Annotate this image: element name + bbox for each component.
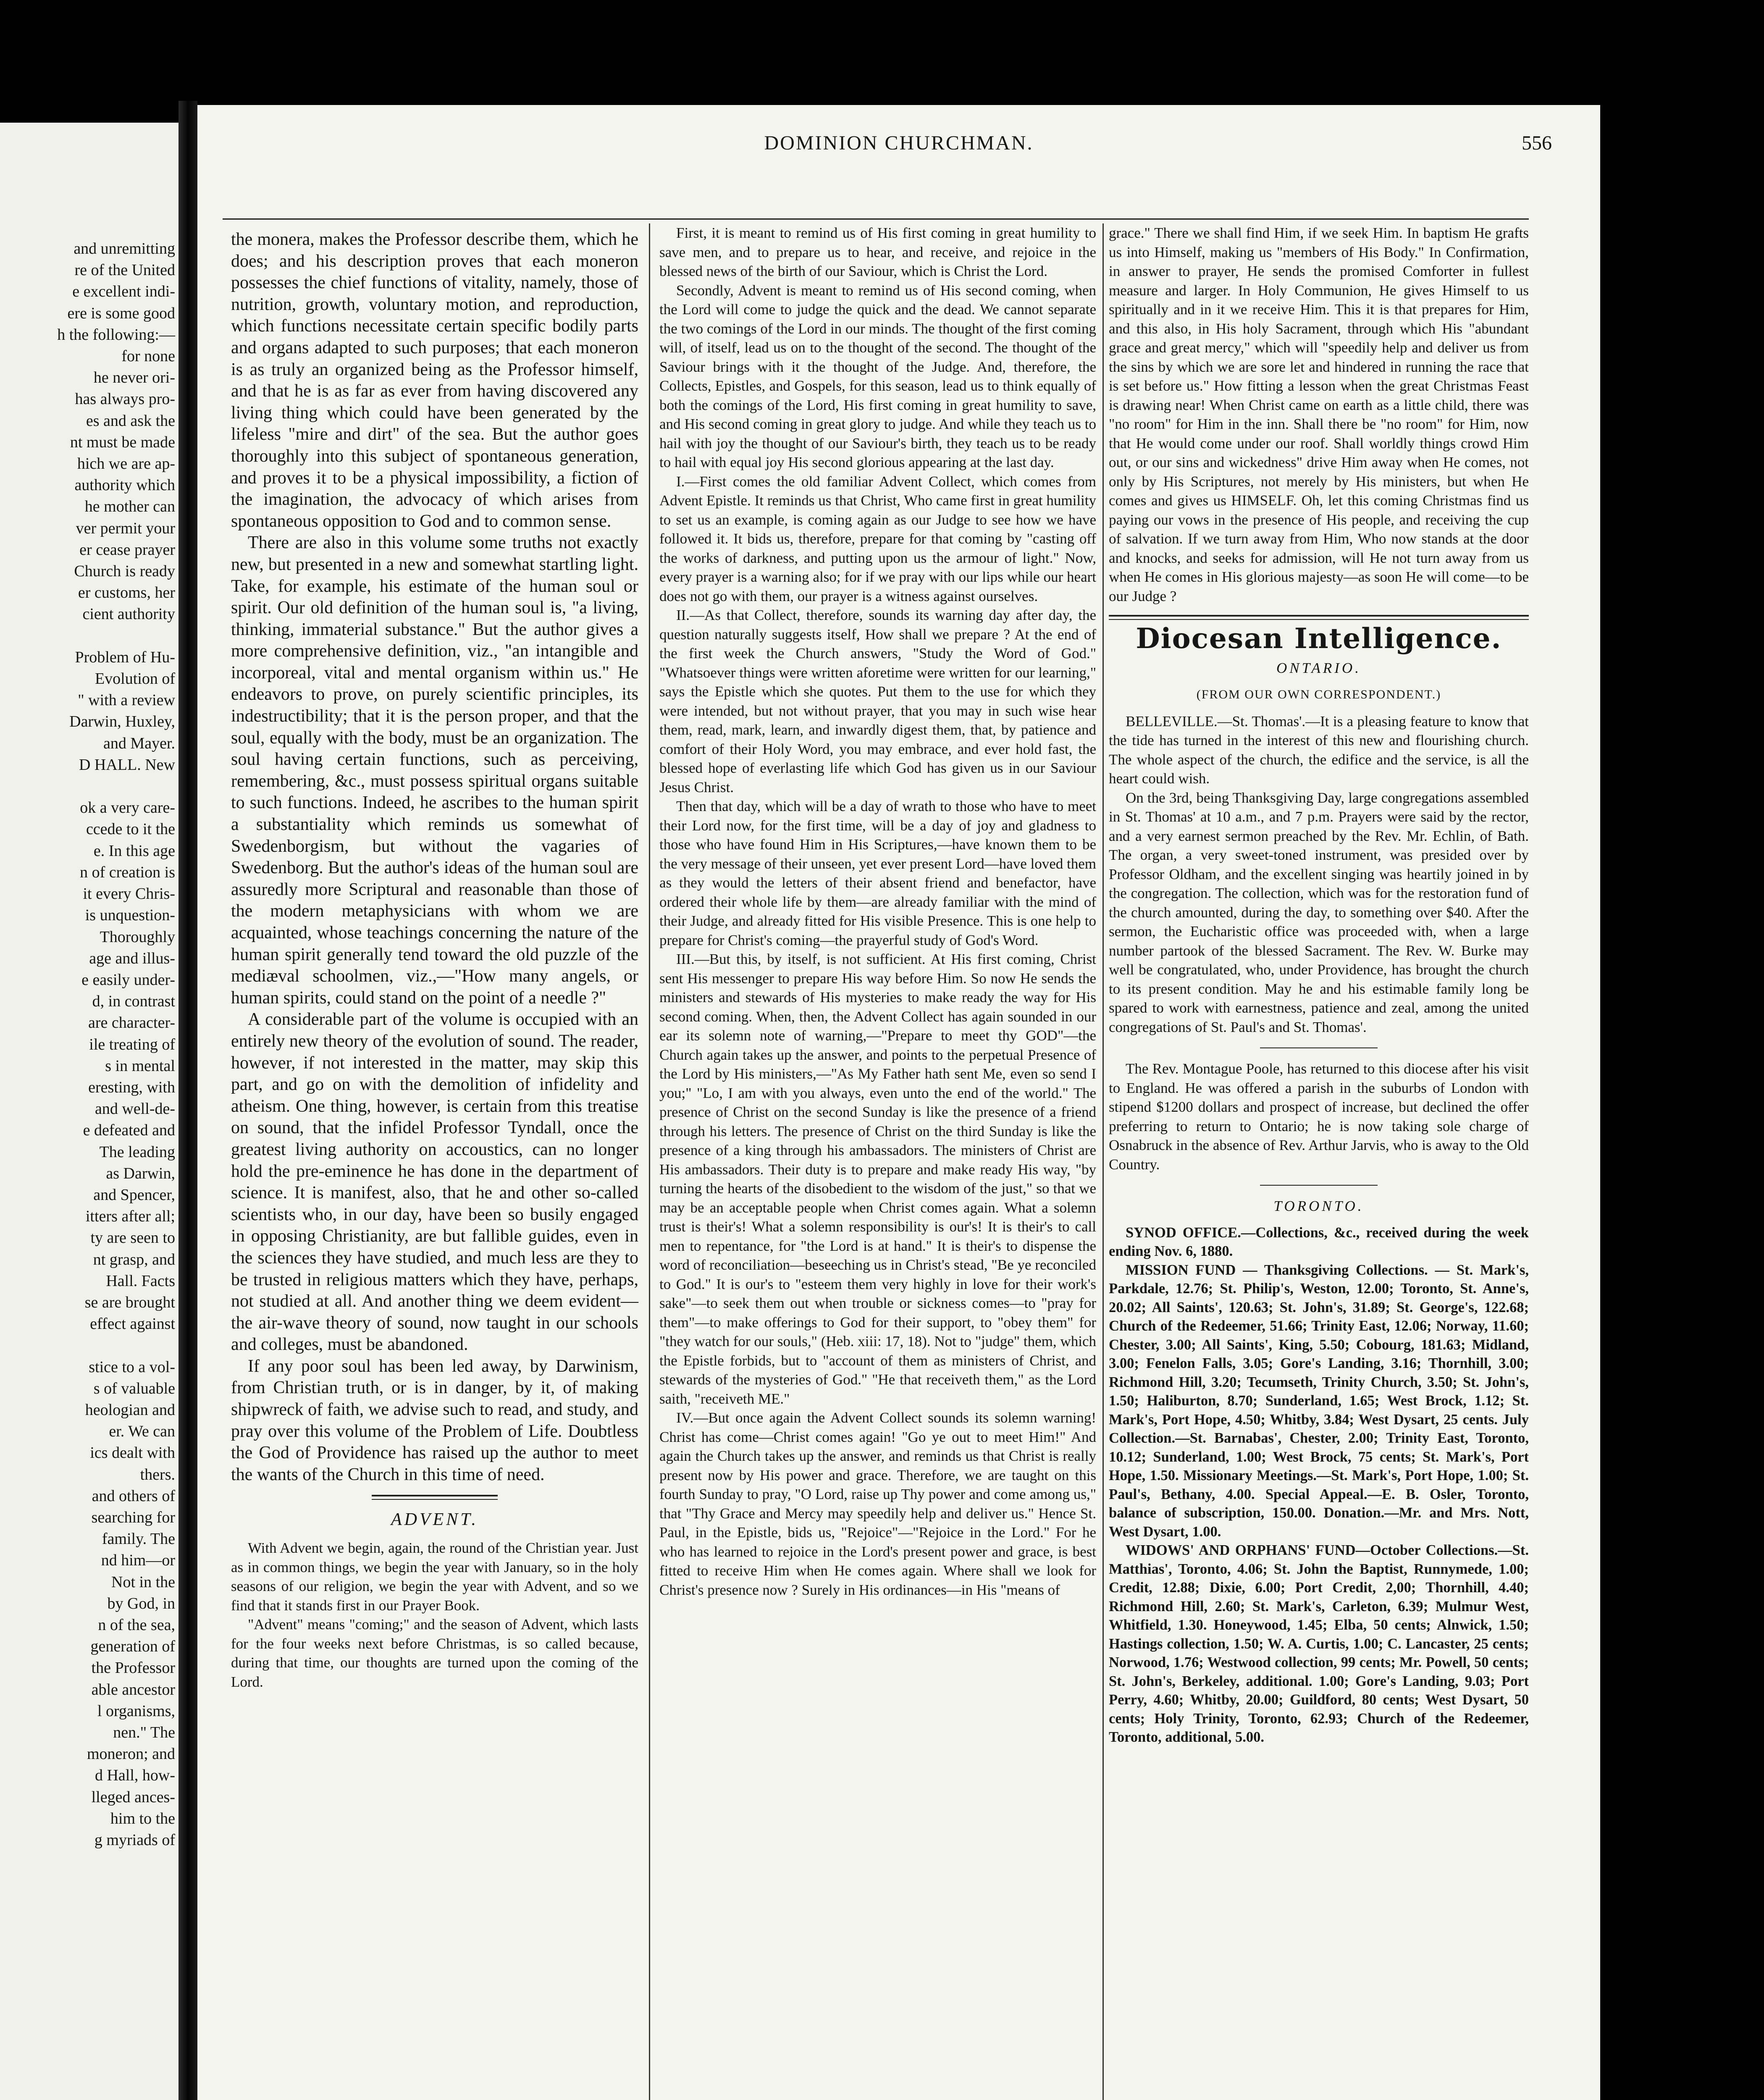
fragment-line: ics dealt with: [90, 1444, 175, 1462]
diocesan-heading: Diocesan Intelligence.: [1136, 622, 1502, 655]
paragraph: Secondly, Advent is meant to remind us of His second coming, when the Lord will come to judge the quick and the dead. We cannot separate the two comings of the Lord in our minds. The thought of the first coming will, of itself, lead us on to the thought of the second. The thought of the Saviour brings with it the thought of the Judge. And, therefore, the Collects, Epistles, and Gospels, for this season, lead us to think equally of both the comings of the Lord, His first coming in great humility to save, and His second coming in great glory to judge. And while they teach us to hail with joy the thought of our Saviour's birth, they teach us to be ready to hail with equal joy His second glorious appearing at the last day.: [659, 282, 1096, 470]
page-title: DOMINION CHURCHMAN.: [764, 132, 1034, 154]
fragment-line: is unquestion-: [85, 906, 175, 924]
fragment-line: effect against: [90, 1315, 175, 1333]
fragment-line: es and ask the: [86, 412, 175, 430]
fragment-line: authority which: [74, 476, 175, 494]
toronto-heading: TORONTO.: [1273, 1198, 1364, 1214]
fragment-line: ccede to it the: [86, 820, 175, 838]
fragment-line: e excellent indi-: [72, 283, 175, 301]
fragment-line: lleged ances-: [91, 1788, 175, 1806]
fragment-line: and unremitting: [74, 240, 175, 257]
fragment-line: age and illus-: [89, 949, 175, 967]
fragment-line: d, in contrast: [92, 992, 175, 1011]
fragment-line: and Mayer.: [103, 734, 175, 752]
fragment-line: ere is some good: [67, 304, 175, 322]
fragment-line: n of the sea,: [98, 1616, 175, 1634]
paragraph: II.—As that Collect, therefore, sounds its warning day after day, the question naturally suggests itself, How shall we prepare ? At the end of the first week the Church answers, "Study the Word of God." "Whatsoever things were written aforetime were written for our learning," says the Epistle which she quotes. Put them to the use for which they were intended, but not without prayer, that you may in such wise hear them, read, mark, learn, and inwardly digest them, that, by patience and comfort of their Holy Word, you may embrace, and ever hold fast, the blessed hope of everlasting life which God has given us in our Saviour Jesus Christ.: [659, 607, 1096, 795]
fragment-line: moneron; and: [87, 1745, 175, 1763]
fragment-line: n of creation is: [80, 863, 175, 881]
fragment-line: ok a very care-: [80, 799, 175, 817]
fragment-line: er. We can: [109, 1423, 175, 1441]
fragment-line: hich we are ap-: [77, 455, 175, 473]
fragment-line: nt grasp, and: [93, 1250, 175, 1268]
fragment-line: re of the United: [74, 261, 175, 279]
column-3: [1109, 223, 1529, 1747]
fragment-line: h the following:—: [57, 326, 175, 344]
fragment-line: itters after all;: [85, 1208, 175, 1226]
paragraph: BELLEVILLE.—St. Thomas'.—It is a pleasing feature to know that the tide has turned in the interest of this new and flourishing church. The whole aspect of the church, the edifice and the service, is all the heart could wish.: [1109, 713, 1529, 787]
fragment-line: cient authority: [82, 605, 175, 623]
fragment-line: nen." The: [113, 1724, 175, 1742]
fragment-line: e easily under-: [81, 971, 175, 989]
fragment-line: are character-: [88, 1014, 175, 1032]
paragraph: On the 3rd, being Thanksgiving Day, large congregations assembled in St. Thomas' at 10 a.m., and 7 p.m. Prayers were said by the rector, and a very earnest sermon preached by the Rev. Mr. Echlin, of Bath. The organ, a very sweet-toned instrument, was presided over by Professor Oldham, and the excellent singing was heartily joined in by the congregation. The collection, which was for the restoration fund of the church amounted, during the day, to something over $40. After the sermon, the Eucharistic office was proceeded with, when a large number partook of the blessed Sacrament. The Rev. W. Burke may well be congratulated, who, under Providence, has brought the church to its present condition. May he and his estimable family long be spared to work with earnestness, patience and zeal, among the united congregations of St. Paul's and St. Thomas'.: [1109, 789, 1529, 1035]
paragraph: Then that day, which will be a day of wrath to those who have to meet their Lord now, for the first time, will be a day of joy and gladness to those who have found Him in His Scriptures,—have known them to be the very message of their unseen, yet ever present Lord—have loved them as they would the letters of their absent friend and benefactor, have ordered their whole life by them—are already familiar with the mind of their Judge, and already fitted for His visible Presence. This is one help to prepare for Christ's coming—the prayerful study of God's Word.: [659, 798, 1096, 948]
fragment-line: s of valuable: [93, 1379, 175, 1397]
paragraph: the monera, makes the Professor describe them, which he does; and his description proves that each moneron possesses the chief functions of vitality, namely, those of nutrition, growth, voluntary motion, and reproduction, which functions necessitate certain specific bodily parts and organs adapted to such purposes; that each moneron is as truly an organized being as the Professor himself, and that he is as far as ever from having discovered any living thing which could have been generated by the lifeless "mire and dirt" of the sea. But the author goes thoroughly into this subject of spontaneous generation, and proves it to be a physical impossibility, a fiction of the imagination, the advocacy of which arises from spontaneous opposition to God and to common sense.: [231, 230, 638, 531]
fragment-line: nd him—or: [101, 1551, 175, 1570]
fragment-line: ile treating of: [89, 1035, 175, 1053]
paragraph: A considerable part of the volume is occupied with an entirely new theory of the evolution of sound. The reader, however, if not interested in the matter, may skip this part, and go on with the demolition of infidelity and atheism. One thing, however, is certain from this treatise on sound, that the infidel Professor Tyndall, once the greatest living authority on accoustics, can no longer hold the pre-eminence he has done in the department of science. It is manifest, also, that he and other so-called scientists who, in our day, have been so busily engaged in opposing Christianity, are but fallible guides, even in the sciences they have studied, and much less are they to be trusted in religious matters which they have, perhaps, not studied at all. And another thing we deem evident—the air-wave theory of sound, now taught in our schools and colleges, must be abandoned.: [231, 1010, 638, 1354]
page-number: 556: [1522, 132, 1552, 154]
toronto-collections: [1109, 1223, 1529, 1747]
fragment-line: generation of: [90, 1638, 175, 1656]
fragment-line: it every Chris-: [83, 885, 175, 903]
fragment-line: him to the: [110, 1809, 175, 1827]
newspaper-page: [197, 105, 1600, 2100]
paragraph: SYNOD OFFICE.—Collections, &c., received during the week ending Nov. 6, 1880.: [1109, 1224, 1529, 1259]
paragraph: III.—But this, by itself, is not sufficient. At His first coming, Christ sent His messenger to prepare His way before Him. So now He sends the ministers and stewards of His mysteries to make ready the way for His second coming. When, then, the Advent Collect has again sounded in our ear its solemn note of warning,—"Prepare to meet thy GOD"—the Church again takes up the answer, and points to the perpetual Presence of the Lord by His ministers,—"As My Father hath sent Me, even so send I you;" "Lo, I am with you always, even unto the end of the world." The presence of Christ on the second Sunday is like the presence of a friend through his letters. The presence of Christ on the third Sunday is like the presence of a king through his ambassadors. The ministers of Christ are His ambassadors. Their duty is to prepare and make ready His way, "by turning the hearts of the disobedient to the wisdom of the just," so that we may be an acceptable people when Christ comes again. What a solemn trust is their's! What a solemn responsibility is our's! It is their's to call men to repentance, for "the Lord is at hand." It is their's to dispense the word of reconciliation—beseeching us in Christ's stead, "Be ye reconciled to God." It is our's to "esteem them very highly in love for their work's sake"—to seek them out when trouble or sickness comes—to "pray for them"—to make offerings to God for their support, to "obey them" for "they watch for our souls," (Heb. xiii: 17, 18). Not to "judge" them, which the Epistle forbids, but to "account of them as ministers of Christ, and stewards of the mysteries of God." "He that receiveth them," as the Lord saith, "receiveth ME.": [659, 951, 1096, 1407]
fragment-line: Darwin, Huxley,: [69, 713, 175, 731]
fragment-line: for none: [121, 347, 175, 365]
fragment-line: The leading: [99, 1143, 175, 1161]
fragment-line: d Hall, how-: [94, 1767, 175, 1785]
fragment-line: by God, in: [107, 1594, 175, 1612]
fragment-line: Hall. Facts: [106, 1272, 175, 1290]
separator: [1260, 1047, 1378, 1048]
left-margin-text: [3, 238, 177, 1851]
paragraph: grace." There we shall find Him, if we seek Him. In baptism He grafts us into Himself, making us "members of His Body." In Confirmation, in answer to prayer, He sends the promised Comforter in fullest measure and larger. In Holy Communion, He gives Himself to us spiritually and in it we receive Him. This it is that prepares for Him, and this also, in His holy Sacrament, through which His "abundant grace and great mercy," which will "speedily help and deliver us from the sins by which we are sore let and hindered in running the race that is set before us." How fitting a lesson when the great Christmas Feast is drawing near! When Christ came on earth as a little child, there was "no room" for Him in the inn. Shall there be "no room" for Him, now that He would come under our roof. Shall worldly things crowd Him out, or our sins and wickedness" drive Him away when He comes, not only by His Scriptures, not merely by His ministers, but when He comes and gives us HIMSELF. Oh, let this coming Christmas find us paying our vows in the presence of His people, and receiving the cup of salvation. If we turn away from Him, Who now stands at the door and knocks, and seeks for admission, will He not turn away from us when He comes in His glorious majesty—as soon He will come—to be our Judge ?: [1109, 225, 1529, 604]
fragment-line: ty are seen to: [90, 1229, 175, 1247]
fragment-line: he never ori-: [93, 369, 175, 387]
header-rule: [223, 218, 1529, 220]
fragment-line: able ancestor: [91, 1680, 175, 1698]
fragment-line: [3, 1335, 177, 1356]
column-divider: [649, 223, 650, 2100]
fragment-line: [3, 776, 177, 797]
paragraph: First, it is meant to remind us of His first coming in great humility to save men, and to prepare us to hear, and receive, and rejoice in the blessed news of the birth of our Saviour, which is Christ the Lord.: [659, 225, 1096, 279]
fragment-line: and well-de-: [95, 1100, 175, 1118]
separator: [1260, 1185, 1378, 1186]
fragment-line: se are brought: [84, 1293, 175, 1311]
section-rule: [1109, 615, 1529, 620]
fragment-line: g myriads of: [94, 1831, 175, 1849]
paragraph: WIDOWS' AND ORPHANS' FUND—October Collections.—St. Matthias', Toronto, 4.06; St. John the Baptist, Runnymede, 1.00; Credit, 12.88; Dixie, 6.00; Port Credit, 2,00; Thornhill, 4.40; Richmond Hill, 2.60; St. Mark's, Carleton, 6.39; Mulmur West, Whitfield, 1.30. Honeywood, 1.45; Elba, 50 cents; Alnwick, 1.50; Hastings collection, 1.50; W. A. Curtis, 1.00; C. Lancaster, 25 cents; Norwood, 1.76; Westwood collection, 99 cents; Mr. Powell, 50 cents; St. John's, Berkeley, additional. 1.00; Gore's Landing, 9.03; Port Perry, 4.60; Whitby, 20.00; Guildford, 80 cents; West Dysart, 50 cents; Holy Trinity, Toronto, 62.93; Church of the Redeemer, Toronto, additional, 5.00.: [1109, 1542, 1529, 1745]
paragraph: "Advent" means "coming;" and the season of Advent, which lasts for the four weeks next before Christmas, is so called because, during that time, our thoughts are turned upon the coming of the Lord.: [231, 1616, 638, 1690]
fragment-line: Thoroughly: [100, 928, 175, 946]
section-rule: [372, 1495, 498, 1500]
fragment-line: eresting, with: [88, 1078, 175, 1096]
paragraph: If any poor soul has been led away, by Darwinism, from Christian truth, or is in danger, by it, of making shipwreck of faith, we advise such to read, and study, and pray over this volume of the Problem of Life. Doubtless the God of Providence has raised up the author to meet the wants of the Church in this time of need.: [231, 1356, 638, 1484]
paragraph: There are also in this volume some truths not exactly new, but presented in a new and somewhat startling light. Take, for example, his estimate of the human soul or spirit. Our old definition of the human soul is, "a living, thinking, immaterial substance." But the author gives a more comprehensive definition, viz., "an intangible and incorporeal, vital and mental organism within us." He endeavors to prove, on purely scientific principles, its indestructibility; that it is the person proper, and that the soul, equally with the body, must be an organization. The soul having certain functions, such as perceiving, remembering, &c., must possess spiritual organs suitable to such functions. Indeed, he ascribes to the human spirit a substantiality which reminds us somewhat of Swedenborgism, but without the vagaries of Swedenborg. But the author's ideas of the human soul are assuredly more Scriptural and reasonable than those of the modern metaphysicians with whom we are acquainted, whose teachings concerning the nature of the human spirit generally tend toward the old puzzle of the mediæval schoolmen, viz.,—"How many angels, or human spirits, could stand on the point of a needle ?": [231, 533, 638, 1008]
fragment-line: thers.: [140, 1465, 175, 1483]
fragment-line: the Professor: [91, 1659, 175, 1677]
left-page-fragment: [0, 123, 178, 2100]
ontario-heading: ONTARIO.: [1276, 659, 1361, 676]
fragment-line: nt must be made: [70, 433, 175, 451]
correspondent-note: (FROM OUR OWN CORRESPONDENT.): [1196, 688, 1441, 701]
fragment-line: and Spencer,: [93, 1186, 175, 1204]
fragment-line: l organisms,: [97, 1702, 175, 1720]
fragment-line: e defeated and: [83, 1121, 175, 1139]
fragment-line: Not in the: [111, 1573, 175, 1591]
book-gutter: [178, 101, 197, 2100]
fragment-line: " with a review: [78, 691, 175, 709]
page-header: [197, 128, 1600, 162]
fragment-line: e. In this age: [93, 842, 175, 860]
paragraph: IV.—But once again the Advent Collect sounds its solemn warning! Christ has come—Christ comes again! "Go ye out to meet Him!" And again the Church takes up the answer, and reminds us that Christ is really present now by His power and grace. Therefore, we are taught on this fourth Sunday to pray, "O Lord, raise up Thy power and come among us," that "Thy Grace and Mercy may speedily help and deliver us." Hence St. Paul, in the Epistle, bids us, "Rejoice"—"Rejoice in the Lord." For he who has learned to rejoice in the Lord's present power and grace, is best fitted to receive Him when He comes again. Where shall we look for Christ's presence now ? Surely in His ordinances—in His "means of: [659, 1410, 1096, 1598]
paragraph: The Rev. Montague Poole, has returned to this diocese after his visit to England. He was offered a parish in the suburbs of London with stipend $1200 dollars and prospect of increase, but declined the offer preferring to return to Ontario; he is now taking sole charge of Osnabruck in the absence of Rev. Arthur Jarvis, who is away to the Old Country.: [1109, 1060, 1529, 1173]
fragment-line: D HALL. New: [79, 756, 175, 774]
fragment-line: Problem of Hu-: [75, 648, 175, 666]
fragment-line: ver permit your: [76, 519, 175, 537]
fragment-line: has always pro-: [75, 390, 175, 408]
fragment-line: and others of: [92, 1487, 175, 1505]
fragment-line: s in mental: [105, 1057, 175, 1075]
column-1: [231, 229, 638, 1691]
fragment-line: Evolution of: [94, 670, 175, 688]
paragraph: With Advent we begin, again, the round of the Christian year. Just as in common things, we begin the year with January, so in the holy seasons of our religion, we begin the year with Advent, and so we find that it stands first in our Prayer Book.: [231, 1540, 638, 1614]
fragment-line: [3, 625, 177, 647]
column-2: [659, 223, 1096, 1599]
advent-heading: ADVENT.: [391, 1510, 479, 1530]
fragment-line: er customs, her: [78, 584, 175, 602]
fragment-line: searching for: [91, 1508, 175, 1526]
fragment-line: as Darwin,: [106, 1164, 175, 1182]
fragment-line: stice to a vol-: [89, 1358, 175, 1376]
fragment-line: heologian and: [85, 1401, 175, 1419]
fragment-line: he mother can: [84, 498, 175, 516]
fragment-line: Church is ready: [74, 562, 175, 580]
column-divider: [1102, 223, 1104, 2100]
advent-article: [231, 1538, 638, 1691]
fragment-line: er cease prayer: [79, 541, 175, 559]
paragraph: MISSION FUND — Thanksgiving Collections. — St. Mark's, Parkdale, 12.76; St. Philip's, Weston, 12.00; Toronto, St. Anne's, 20.02; All Saints', 120.63; St. John's, 31.89; St. George's, 122.68; Church of the Redeemer, 51.66; Trinity East, 12.06; Norway, 11.60; Chester, 3.00; All Saints', King, 5.50; Cobourg, 181.63; Midland, 3.00; Fenelon Falls, 3.05; Gore's Landing, 3.16; Thornhill, 3.00; Richmond Hill, 3.20; Tecumseth, Trinity Church, 3.50; St. John's, 1.50; Haliburton, 8.70; Sunderland, 1.65; West Brock, 1.12; St. Mark's, Port Hope, 4.50; Whitby, 3.84; West Dysart, 25 cents. July Collection.—St. Barnabas', Chester, 2.00; Trinity East, Toronto, 10.12; Sunderland, 1.00; West Brock, 75 cents; St. Mark's, Port Hope, 1.50. Missionary Meetings.—St. Mark's, Port Hope, 1.00; St. Paul's, Bethany, 4.00. Special Appeal.—E. B. Osler, Toronto, balance of subscription, 150.00. Donation.—Mr. and Mrs. Nott, West Dysart, 1.00.: [1109, 1262, 1529, 1540]
fragment-line: family. The: [102, 1530, 175, 1548]
paragraph: I.—First comes the old familiar Advent Collect, which comes from Advent Epistle. It reminds us that Christ, Who came first in great humility to set us an example, is coming again as our Judge to see how we have followed it. It bids us, therefore, prepare for that coming by "casting off the works of darkness, and putting upon us the armour of light." Now, every prayer is a warning also; for if we pray with our lips while our heart does not go with them, our prayer is a witness against ourselves.: [659, 473, 1096, 604]
